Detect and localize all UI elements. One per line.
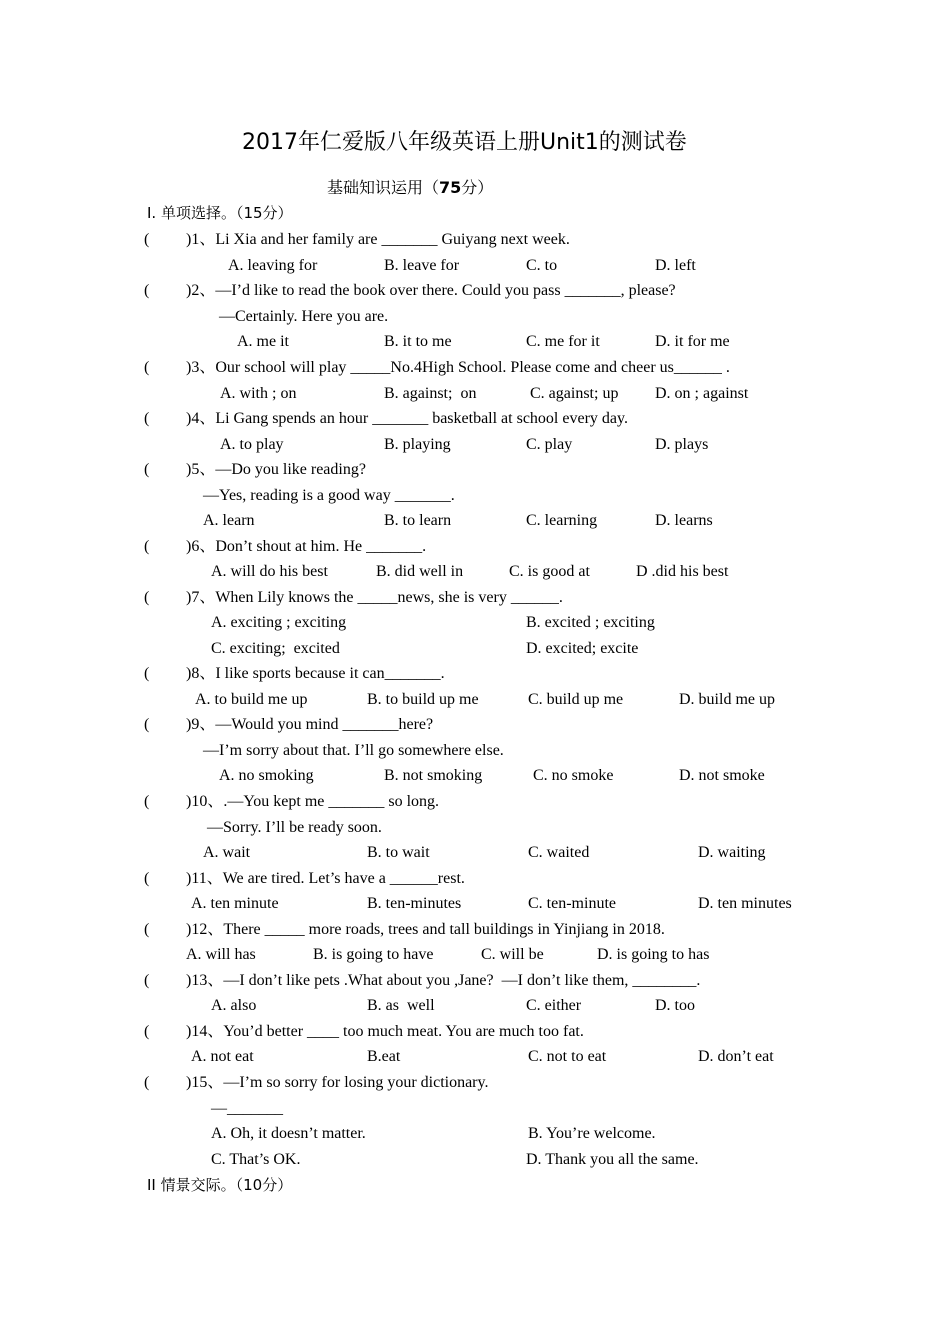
option-d: D. left: [655, 257, 696, 274]
option-d: D. on ; against: [655, 385, 749, 402]
option-c: C. play: [526, 436, 573, 453]
option-b: B. not smoking: [384, 767, 483, 784]
section-1-heading: Ⅰ. 单项选择。（15分）: [147, 204, 293, 222]
option-c: C. exciting; excited: [211, 640, 340, 657]
question-stem: )9、—Would you mind _______here?: [186, 716, 434, 733]
section-2-heading: II 情景交际。（10分）: [147, 1176, 293, 1194]
option-a: A. also: [211, 997, 257, 1014]
option-d: D. don’t eat: [698, 1048, 774, 1065]
option-b: B. against; on: [384, 385, 477, 402]
option-b: B. excited ; exciting: [526, 614, 655, 631]
option-d: D. is going to has: [597, 946, 710, 963]
option-b: B. You’re welcome.: [528, 1125, 656, 1142]
question-stem: )7、When Lily knows the _____news, she is very ______.: [186, 589, 563, 606]
answer-paren: (: [144, 231, 150, 248]
question-line: —Certainly. Here you are.: [219, 308, 389, 325]
option-d: D. learns: [655, 512, 713, 529]
answer-paren: (: [144, 972, 150, 989]
option-a: A. to play: [220, 436, 284, 453]
option-b: B. is going to have: [313, 946, 434, 963]
option-b: B. did well in: [376, 563, 464, 580]
option-a: A. ten minute: [191, 895, 279, 912]
answer-paren: (: [144, 1074, 150, 1091]
option-a: A. no smoking: [219, 767, 314, 784]
option-b: B. it to me: [384, 333, 452, 350]
question-line: —Sorry. I’ll be ready soon.: [207, 819, 382, 836]
subtitle-prefix: 基础知识运用（: [327, 178, 440, 197]
question-stem: )10、.—You kept me _______ so long.: [186, 793, 440, 810]
question-stem: )15、—I’m so sorry for losing your dictionary.: [186, 1074, 489, 1091]
answer-paren: (: [144, 461, 150, 478]
answer-paren: (: [144, 793, 150, 810]
option-a: A. will do his best: [211, 563, 328, 580]
answer-paren: (: [144, 1023, 150, 1040]
option-c: C. is good at: [509, 563, 590, 580]
option-a: A. will has: [186, 946, 256, 963]
answer-paren: (: [144, 716, 150, 733]
answer-paren: (: [144, 665, 150, 682]
option-b: B. playing: [384, 436, 451, 453]
question-stem: )8、I like sports because it can_______.: [186, 665, 445, 682]
question-stem: )6、Don’t shout at him. He _______.: [186, 538, 427, 555]
answer-paren: (: [144, 538, 150, 555]
answer-paren: (: [144, 359, 150, 376]
option-a: A. leaving for: [228, 257, 318, 274]
option-c: C. learning: [526, 512, 598, 529]
option-c: C. That’s OK.: [211, 1151, 301, 1168]
option-a: A. Oh, it doesn’t matter.: [211, 1125, 366, 1142]
option-b: B. to wait: [367, 844, 430, 861]
option-b: B. leave for: [384, 257, 460, 274]
option-d: D. build me up: [679, 691, 775, 708]
subtitle-score: 75: [439, 178, 462, 197]
option-d: D .did his best: [636, 563, 729, 580]
option-d: D. excited; excite: [526, 640, 639, 657]
question-stem: )2、—I’d like to read the book over there. Could you pass _______, please?: [186, 282, 676, 299]
question-line: —I’m sorry about that. I’ll go somewhere else.: [203, 742, 504, 759]
option-a: A. wait: [203, 844, 251, 861]
answer-paren: (: [144, 870, 150, 887]
option-a: A. to build me up: [195, 691, 308, 708]
question-stem: )14、You’d better ____ too much meat. You are much too fat.: [186, 1023, 584, 1040]
option-b: B. as well: [367, 997, 435, 1014]
question-stem: )12、There _____ more roads, trees and tall buildings in Yinjiang in 2018.: [186, 921, 665, 938]
option-a: A. exciting ; exciting: [211, 614, 347, 631]
answer-paren: (: [144, 282, 150, 299]
question-stem: )1、Li Xia and her family are _______ Guiyang next week.: [186, 231, 570, 248]
option-d: D. Thank you all the same.: [526, 1151, 699, 1168]
option-d: D. it for me: [655, 333, 730, 350]
section-heading: [327, 177, 493, 199]
option-a: A. learn: [203, 512, 255, 529]
option-c: C. not to eat: [528, 1048, 607, 1065]
option-c: C. either: [526, 997, 582, 1014]
question-stem: )4、Li Gang spends an hour _______ basketball at school every day.: [186, 410, 628, 427]
option-b: B. to learn: [384, 512, 452, 529]
option-b: B. ten-minutes: [367, 895, 462, 912]
option-d: D. ten minutes: [698, 895, 792, 912]
question-line: —Yes, reading is a good way _______.: [203, 487, 455, 504]
option-b: B.eat: [367, 1048, 401, 1065]
question-stem: )13、—I don’t like pets .What about you ,Jane? —I don’t like them, ________.: [186, 972, 701, 989]
option-a: A. not eat: [191, 1048, 254, 1065]
option-d: D. plays: [655, 436, 709, 453]
option-c: C. waited: [528, 844, 590, 861]
question-stem: )11、We are tired. Let’s have a ______rest.: [186, 870, 465, 887]
option-c: C. no smoke: [533, 767, 614, 784]
answer-paren: (: [144, 410, 150, 427]
option-d: D. not smoke: [679, 767, 765, 784]
subtitle-suffix: 分）: [461, 178, 494, 197]
page-title: 2017年仁爱版八年级英语上册Unit1的测试卷: [242, 130, 687, 155]
answer-paren: (: [144, 921, 150, 938]
option-c: C. to: [526, 257, 558, 274]
option-d: D. waiting: [698, 844, 766, 861]
option-c: C. against; up: [530, 385, 619, 402]
option-c: C. ten-minute: [528, 895, 616, 912]
question-stem: )3、Our school will play _____No.4High School. Please come and cheer us______ .: [186, 359, 730, 376]
option-c: C. me for it: [526, 333, 600, 350]
option-a: A. with ; on: [220, 385, 297, 402]
option-a: A. me it: [237, 333, 289, 350]
option-b: B. to build up me: [367, 691, 479, 708]
question-stem: )5、—Do you like reading?: [186, 461, 366, 478]
option-d: D. too: [655, 997, 695, 1014]
answer-paren: (: [144, 589, 150, 606]
option-c: C. will be: [481, 946, 544, 963]
option-c: C. build up me: [528, 691, 624, 708]
question-line: —_______: [211, 1100, 283, 1117]
